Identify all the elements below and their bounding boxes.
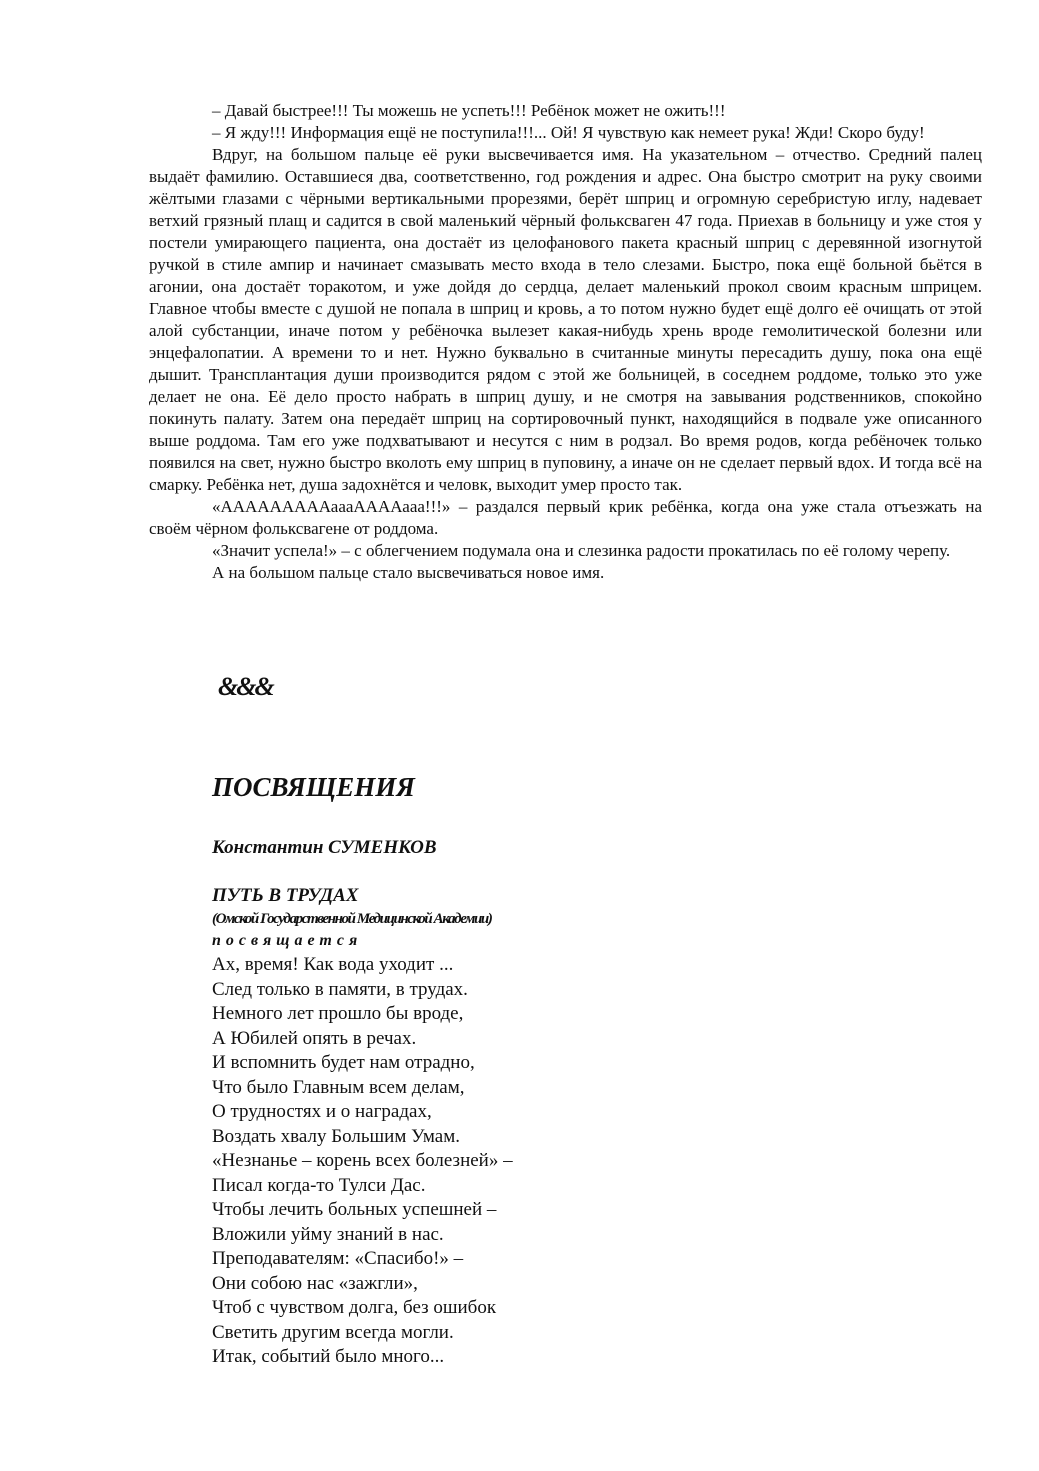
poem-body [212, 953, 513, 1370]
poem-line: Преподавателям: «Спасибо!» – [212, 1248, 464, 1269]
author-name: Константин СУМЕНКОВ [212, 837, 437, 858]
poem-line: Вложили уйму знаний в нас. [212, 1223, 444, 1245]
section-separator: &&& [218, 672, 273, 701]
poem-line: Итак, событий было много... [212, 1346, 445, 1367]
poem-line: Ах, время! Как вода уходит ... [212, 954, 454, 975]
poem-line: «Незнанье – корень всех болезней» – [212, 1150, 513, 1171]
poem-line: И вспомнить будет нам отрадно, [212, 1052, 475, 1073]
poem-title: ПУТЬ В ТРУДАХ [212, 885, 359, 906]
poem-line: Немного лет прошло бы вроде, [212, 1003, 464, 1024]
poem-line: Чтобы лечить больных успешней – [212, 1199, 497, 1220]
dedication-label: посвящается [212, 932, 363, 949]
poem-line: Что было Главным всем делам, [212, 1076, 465, 1098]
story-paragraph: А на большом пальце стало высвечиваться новое имя. [212, 563, 605, 582]
poem-line: Писал когда-то Тулси Дас. [212, 1174, 426, 1196]
poem-line: Светить другим всегда могли. [212, 1321, 454, 1343]
poem-line: Чтоб с чувством долга, без ошибок [212, 1297, 497, 1318]
poem-subtitle: (Омской Государственной Медицинской Академии) [212, 911, 492, 927]
story-paragraph: «Значит успела!» – с облегчением подумала она и слезинка радости прокатилась по её голому черепу. [212, 541, 951, 560]
story-paragraph: «АААААААААаааААААааа!!!» – раздался первый крик ребёнка, когда она уже стала отъезжать на своём чёрном фольксвагене от роддома. [149, 497, 982, 538]
poem-line: А Юбилей опять в речах. [212, 1027, 417, 1049]
poem-line: Они собою нас «зажгли», [212, 1272, 418, 1294]
story-paragraph: – Я жду!!! Информация ещё не поступила!!!... Ой! Я чувствую как немеет рука! Жди! Скоро буду! [212, 123, 925, 142]
story-paragraph: Вдруг, на большом пальце её руки высвечивается имя. На указательном – отчество. Средний палец выдаёт фамилию. Оставшиеся два, соответственно, год рождения и адрес. Она быстро смотрит на руку своими жёлтыми глазами с чёрными вертикальными прорезями, берёт шприц и огромную серебристую иглу, надевает ветхий грязный плащ и садится в свой маленький чёрный фольксваген 47 года. Приехав в больницу и уже стоя у постели умирающего пациента, она достаёт из целофанового пакета красный шприц с деревянной изогнутой ручкой в стиле ампир и начинает смазывать место входа в тело слезами. Быстро, пока ещё больной бьётся в агонии, она достаёт торакотом, и уже дойдя до сердца, делает маленький прокол своим красным шприцем. Главное чтобы вместе с душой не попала в шприц и кровь, а то потом нужно будет ещё долго её очищать от этой алой субстанции, иначе потом у ребёночка вылезет какая-нибудь хрень вроде гемолитической болезни или энцефалопатии. А времени то и нет. Нужно буквально в считанные минуты пересадить душу, пока она ещё дышит. Трансплантация души производится рядом с этой же больницей, в соседнем роддоме, только это уже делает не она. Её дело просто набрать в шприц душу, и не смотря на завывания родственников, спокойно покинуть палату. Затем она передаёт шприц на сортировочный пункт, находящийся в подвале уже описанного выше роддома. Там его уже подхватывают и несутся с ним в родзал. Во время родов, когда ребёночек только появился на свет, нужно быстро вколоть ему шприц в пуповину, а иначе он не сделает первый вдох. И тогда всё на смарку. Ребёнка нет, душа задохнётся и человк, выходит умер просто так. [149, 145, 982, 494]
story-paragraph: – Давай быстрее!!! Ты можешь не успеть!!! Ребёнок может не ожить!!! [212, 101, 726, 120]
poem-line: О трудностях и о наградах, [212, 1101, 432, 1122]
poem-line: Воздать хвалу Большим Умам. [212, 1125, 460, 1147]
poem-line: След только в памяти, в трудах. [212, 978, 468, 1000]
section-title: ПОСВЯЩЕНИЯ [212, 772, 415, 802]
story-text [149, 100, 982, 584]
